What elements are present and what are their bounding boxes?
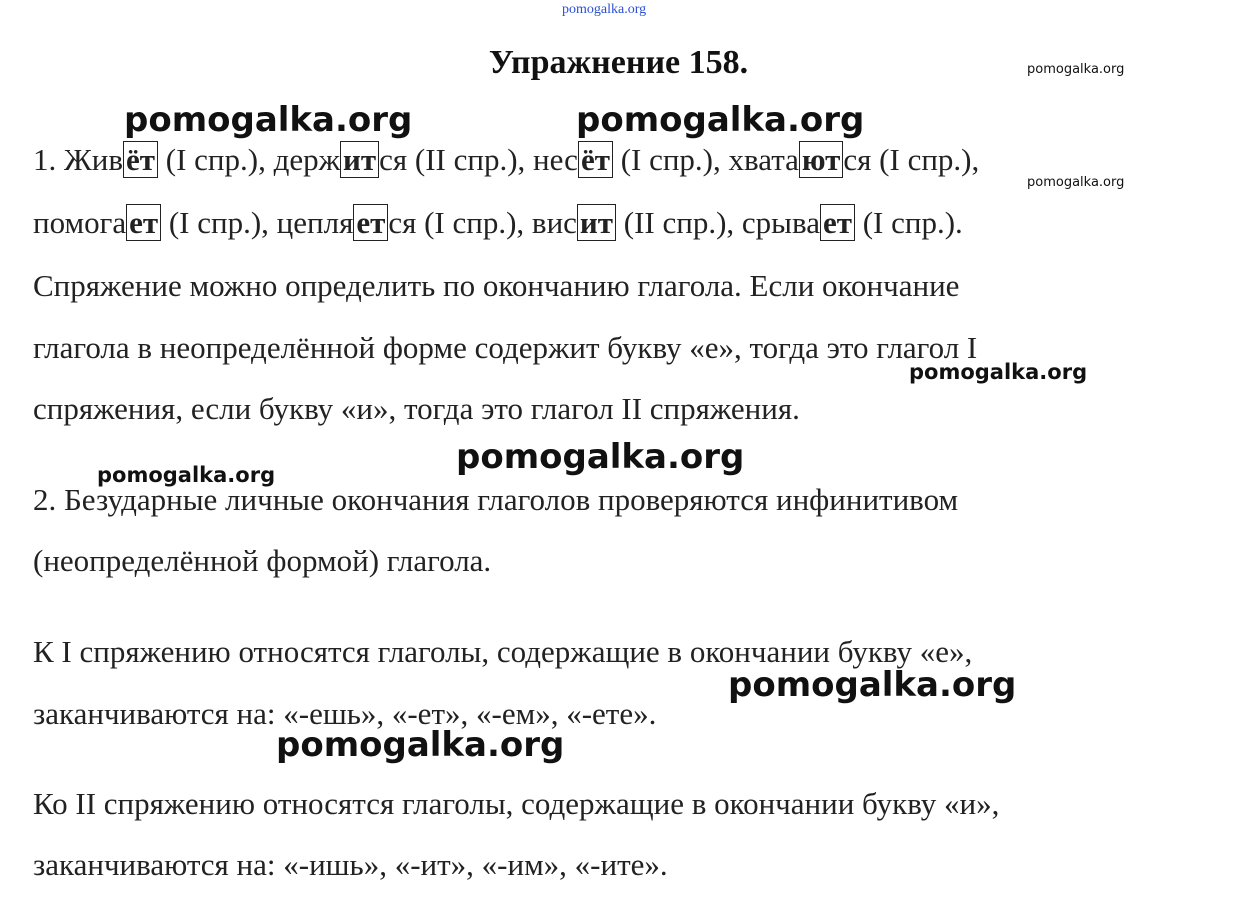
- paragraph-2-line-2: (неопределённой формой) глагола.: [33, 543, 492, 578]
- exercise-title: Упражнение 158.: [488, 44, 749, 81]
- paragraph-4-line-2: заканчиваются на: «-ишь», «-ит», «-им», «-ите».: [33, 847, 668, 882]
- paragraph-4-line-1: Ко II спряжению относятся глаголы, содержащие в окончании букву «и»,: [33, 786, 1000, 821]
- text-segment: (II спр.), срыва: [616, 205, 820, 240]
- text-segment: ся (I спр.),: [843, 142, 980, 177]
- watermark: pomogalka.org: [909, 360, 1088, 384]
- text-segment: помога: [33, 205, 127, 240]
- text-segment: ся (II спр.), нес: [379, 142, 578, 177]
- ending-box: ет: [126, 204, 161, 241]
- paragraph-3-line-2: заканчиваются на: «-ешь», «-ет», «-ем», «-ете».: [33, 696, 657, 731]
- paragraph-1-line-4: глагола в неопределённой форме содержит букву «е», тогда это глагол I: [33, 330, 978, 365]
- paragraph-2-line-1: 2. Безударные личные окончания глаголов проверяются инфинитивом: [33, 482, 959, 517]
- ending-box: ёт: [123, 141, 158, 178]
- paragraph-1-line-3: Спряжение можно определить по окончанию глагола. Если окончание: [33, 268, 960, 303]
- watermark: pomogalka.org: [1027, 175, 1125, 190]
- watermark: pomogalka.org: [124, 100, 413, 140]
- watermark: pomogalka.org: [728, 665, 1017, 705]
- paragraph-1-line-2: [33, 203, 963, 243]
- top-watermark: pomogalka.org: [562, 2, 647, 17]
- ending-box: ит: [577, 204, 616, 241]
- paragraph-1-line-5: спряжения, если букву «и», тогда это глагол II спряжения.: [33, 391, 800, 426]
- paragraph-3-line-1: К I спряжению относятся глаголы, содержащие в окончании букву «е»,: [33, 634, 973, 669]
- watermark: pomogalka.org: [456, 437, 745, 477]
- ending-box: ёт: [578, 141, 613, 178]
- watermark: pomogalka.org: [576, 100, 865, 140]
- ending-box: ют: [799, 141, 844, 178]
- ending-box: ет: [353, 204, 388, 241]
- watermark: pomogalka.org: [1027, 62, 1125, 77]
- text-segment: (I спр.), хвата: [612, 142, 799, 177]
- watermark: pomogalka.org: [97, 463, 276, 487]
- text-segment: ся (I спр.), вис: [388, 205, 577, 240]
- ending-box: ит: [340, 141, 379, 178]
- watermark: pomogalka.org: [276, 725, 565, 765]
- text-segment: (I спр.), цепля: [161, 205, 354, 240]
- ending-box: ет: [820, 204, 855, 241]
- text-segment: (I спр.).: [854, 205, 963, 240]
- text-segment: (I спр.), держ: [158, 142, 341, 177]
- text-segment: 1. Жив: [33, 142, 124, 177]
- paragraph-1-line-1: [33, 140, 979, 180]
